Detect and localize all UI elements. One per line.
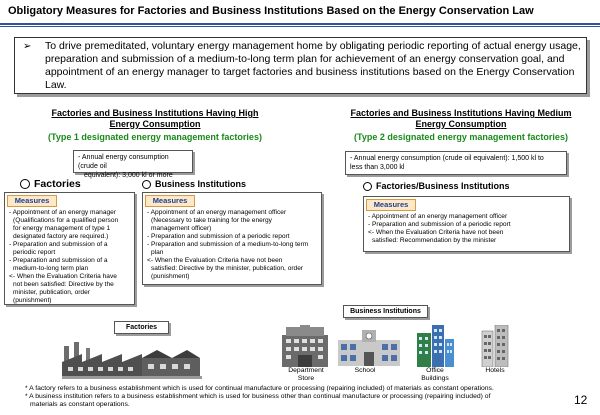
business-illustration-label: Business Institutions <box>343 305 428 318</box>
left-column-heading <box>40 108 270 130</box>
list-item: not been satisfied: Directive by the <box>13 281 114 288</box>
circle-icon <box>363 182 372 191</box>
left-type-label: (Type 1 designated energy management factories) <box>48 132 262 142</box>
list-item: periodic report <box>13 249 56 256</box>
left-condition-line1: - Annual energy consumption (crude oil <box>78 154 169 170</box>
right-condition-line2: less than 3,000 kl <box>350 164 405 171</box>
business-measures-box <box>142 192 322 285</box>
factories-illustration-label: Factories <box>114 321 169 334</box>
office-caption-line2: Buildings <box>421 375 449 382</box>
title-rule-thin <box>0 26 600 27</box>
left-condition-line2: equivalent): 3,000 kl or more <box>84 172 173 179</box>
arrow-bullet-icon: ➢ <box>23 41 32 52</box>
right-condition-line1: - Annual energy consumption (crude oil equivalent): 1,500 kl to <box>350 155 544 162</box>
title-rule <box>0 23 600 25</box>
type2-label: Factories/Business Institutions <box>376 181 510 191</box>
footnote-business-cont: materials as constant operations. <box>30 401 130 408</box>
factories-label: Factories <box>34 178 81 190</box>
business-measures-list <box>147 209 318 281</box>
left-heading-line2: Energy Consumption <box>109 119 201 129</box>
measures-tag: Measures <box>366 199 416 211</box>
office-caption-line1: Office <box>426 367 444 374</box>
list-item: - Preparation and submission of a <box>9 257 108 264</box>
list-item: (punishment) <box>13 297 52 304</box>
right-heading-line2: Energy Consumption <box>415 119 507 129</box>
page-title: Obligatory Measures for Factories and Business Institutions Based on the Energy Conservation Law <box>8 5 534 17</box>
right-type-label: (Type 2 designated energy management factories) <box>354 132 568 142</box>
department-store-caption <box>276 367 336 383</box>
circle-icon <box>142 180 151 189</box>
list-item: - Preparation and submission of a <box>9 241 108 248</box>
business-label: Business Institutions <box>155 179 247 189</box>
factories-group-label <box>20 178 81 190</box>
factories-measures-list <box>9 209 131 305</box>
list-item: for energy management of type 1 <box>13 225 111 232</box>
circle-icon <box>20 179 30 189</box>
measures-tag: Measures <box>145 195 195 207</box>
right-condition-box <box>345 151 567 175</box>
factories-measures-box <box>4 192 135 305</box>
factory-icon <box>62 340 202 380</box>
list-item: - Appointment of an energy manager <box>9 209 117 216</box>
type2-measures-box <box>363 196 570 252</box>
office-buildings-icon <box>415 323 455 367</box>
list-item: <- When the Evaluation Criteria have not been <box>147 257 283 264</box>
footnote-factory: * A factory refers to a business establishment which is used for continual manufacture or processing (repairing included) of materials as constant operations. <box>25 385 494 392</box>
list-item: <- When the Evaluation Criteria have <box>9 273 117 280</box>
right-heading-line1: Factories and Business Institutions Having Medium <box>350 108 572 118</box>
list-item: satisfied: Directive by the minister, publication, order <box>151 265 304 272</box>
list-item: designated factory are required.) <box>13 233 109 240</box>
school-icon <box>338 328 400 366</box>
list-item: - Appointment of an energy management officer <box>368 213 508 220</box>
list-item: (Necessary to take training for the energy <box>151 217 272 224</box>
department-store-icon <box>280 325 330 367</box>
list-item: <- When the Evaluation Criteria have not been <box>368 229 504 236</box>
list-item: satisfied: Recommendation by the minister <box>372 237 497 244</box>
right-column-heading <box>330 108 592 130</box>
left-condition-box <box>73 150 193 179</box>
list-item: - Preparation and submission of a medium-to-long term <box>147 241 309 248</box>
list-item: (punishment) <box>151 273 190 280</box>
list-item: (Qualifications for a qualified person <box>13 217 119 224</box>
left-heading-line1: Factories and Business Institutions Having High <box>51 108 259 118</box>
type2-group-label <box>363 181 510 191</box>
footnote-business: * A business institution refers to a business establishment which is used for business other than continual manufacture or processing (repairing included) of <box>25 393 491 400</box>
measures-tag: Measures <box>7 195 57 207</box>
office-buildings-caption <box>410 367 460 383</box>
school-caption: School <box>354 367 376 374</box>
list-item: medium-to-long term plan <box>13 265 89 272</box>
list-item: plan <box>151 249 164 256</box>
department-store-caption-line2: Store <box>297 375 315 382</box>
intro-box <box>14 37 587 94</box>
list-item: - Appointment of an energy management officer <box>147 209 287 216</box>
list-item: - Preparation and submission of a periodic report <box>368 221 511 228</box>
type2-measures-list <box>368 213 566 245</box>
footnotes <box>25 385 570 409</box>
intro-text: To drive premeditated, voluntary energy management home by obligating periodic reporting of actual energy usage, preparation and submission of a medium-to-long term plan for achievement of an energy conservation goal, and appointment of an energy manager to target factories and business institutions based on the Energy Conservation Law. <box>45 40 581 91</box>
business-group-label <box>142 179 246 189</box>
page-number: 12 <box>574 393 588 407</box>
list-item: minister, publication, order <box>13 289 90 296</box>
list-item: management officer) <box>151 225 212 232</box>
department-store-caption-line1: Department <box>288 367 324 374</box>
hotel-icon <box>480 325 510 367</box>
list-item: - Preparation and submission of a periodic report <box>147 233 290 240</box>
hotels-caption: Hotels <box>485 367 505 374</box>
